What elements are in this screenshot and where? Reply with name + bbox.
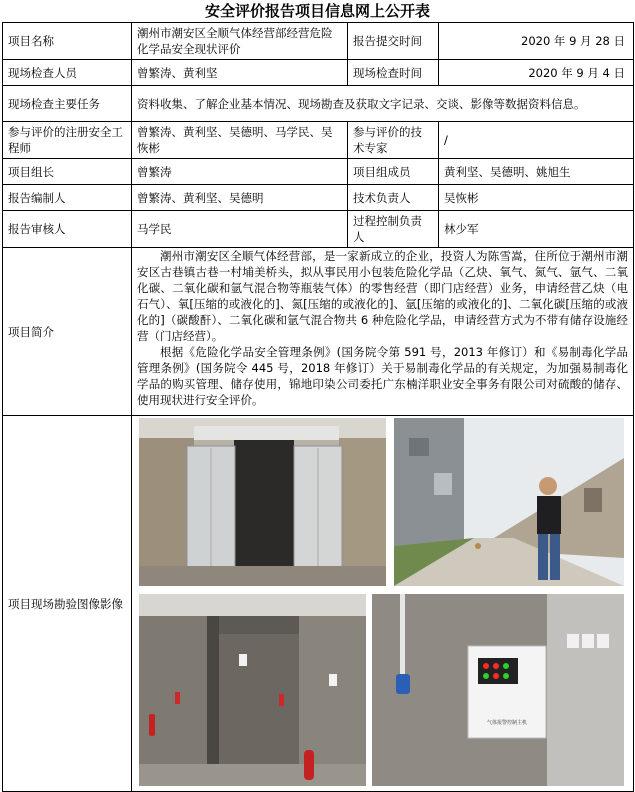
gas-alarm-image [372,594,624,786]
storage-room-image [139,594,366,786]
engineers-label: 参与评价的注册安全工程师 [3,122,132,159]
project-name-label: 项目名称 [3,23,132,60]
inspect-time-label: 现场检查时间 [348,60,439,86]
photos-label: 项目现场勘验图像影像 [3,416,132,792]
submit-time-value: 2020 年 9 月 28 日 [439,23,634,60]
tech-experts-label: 参与评价的技术专家 [348,122,439,159]
intro-text [132,248,634,416]
intro-paragraph-2: 根据《危险化学品安全管理条例》(国务院令第 591 号，2013 年修订）和《易制毒化学品管理条例》(国务院令 445 号，2018 年修订）关于易制毒化学品的有关规定，为加强易制毒化学品的购买管理、储存使用，锦地印染公司委托广东楠洋职业安全事务有限公司对硫酸的储存、使用现状进行安全评价。 [137,345,628,407]
reviewer-label: 报告审核人 [3,211,132,248]
engineers-value: 曾繁涛、黄利坚、吴德明、马学民、吴恢彬 [132,122,348,159]
intro-paragraph-1: 潮州市潮安区全顺气体经营部，是一家新成立的企业，投资人为陈雪嵩，住所位于潮州市潮安区古巷镇古巷一村埔美桥头，拟从事民用小包装危险化学品（乙炔、氧气、氮气、氩气、二氧化碳、二氧化碳和氩气混合物等瓶装气体）的零售经营（即门店经营）业务，申请经营乙炔（电石气）、氧[压缩的或液化的]、氮[压缩的或液化的]、氩[压缩的或液化的]、二氧化碳[压缩的或液化的]（碳酸酐）、二氧化碳和氩气混合物共 6 种危险化学品，申请经营方式为不带有储存设施经营（门店经营）。 [137,249,628,343]
alarm-label: 气体报警控制主机 [486,720,528,726]
tech-lead-value: 吴恢彬 [439,185,634,211]
inspect-time-value: 2020 年 9 月 4 日 [439,60,634,86]
inspectors-value: 曾繁涛、黄利坚 [132,60,348,86]
process-lead-value: 林少军 [439,211,634,248]
page-title: 安全评价报告项目信息网上公开表 [204,2,430,20]
submit-time-label: 报告提交时间 [348,23,439,60]
compilers-label: 报告编制人 [3,185,132,211]
photo-store-door [139,418,386,586]
compilers-value: 曾繁涛、黄利坚、吴德明 [132,185,348,211]
store-door-image [139,418,386,586]
alley-image [394,418,624,586]
tech-experts-value: / [439,122,634,159]
photos-cell [132,416,634,792]
process-lead-label: 过程控制负责人 [348,211,439,248]
photo-alley-person [394,418,624,586]
tasks-label: 现场检查主要任务 [3,86,132,122]
tech-lead-label: 技术负责人 [348,185,439,211]
tasks-value: 资料收集、了解企业基本情况、现场勘查及获取文字记录、交谈、影像等数据资料信息。 [132,86,634,122]
members-value: 黄利坚、吴德明、姚旭生 [439,159,634,185]
project-name-value: 潮州市潮安区全顺气体经营部经营危险化学品安全现状评价 [132,23,348,60]
leader-label: 项目组长 [3,159,132,185]
intro-label: 项目简介 [3,248,132,416]
leader-value: 曾繁涛 [132,159,348,185]
inspectors-label: 现场检查人员 [3,60,132,86]
reviewer-value: 马学民 [132,211,348,248]
info-table [2,22,634,792]
photo-storage-room [139,594,366,786]
members-label: 项目组成员 [348,159,439,185]
photo-gas-alarm [372,594,624,786]
